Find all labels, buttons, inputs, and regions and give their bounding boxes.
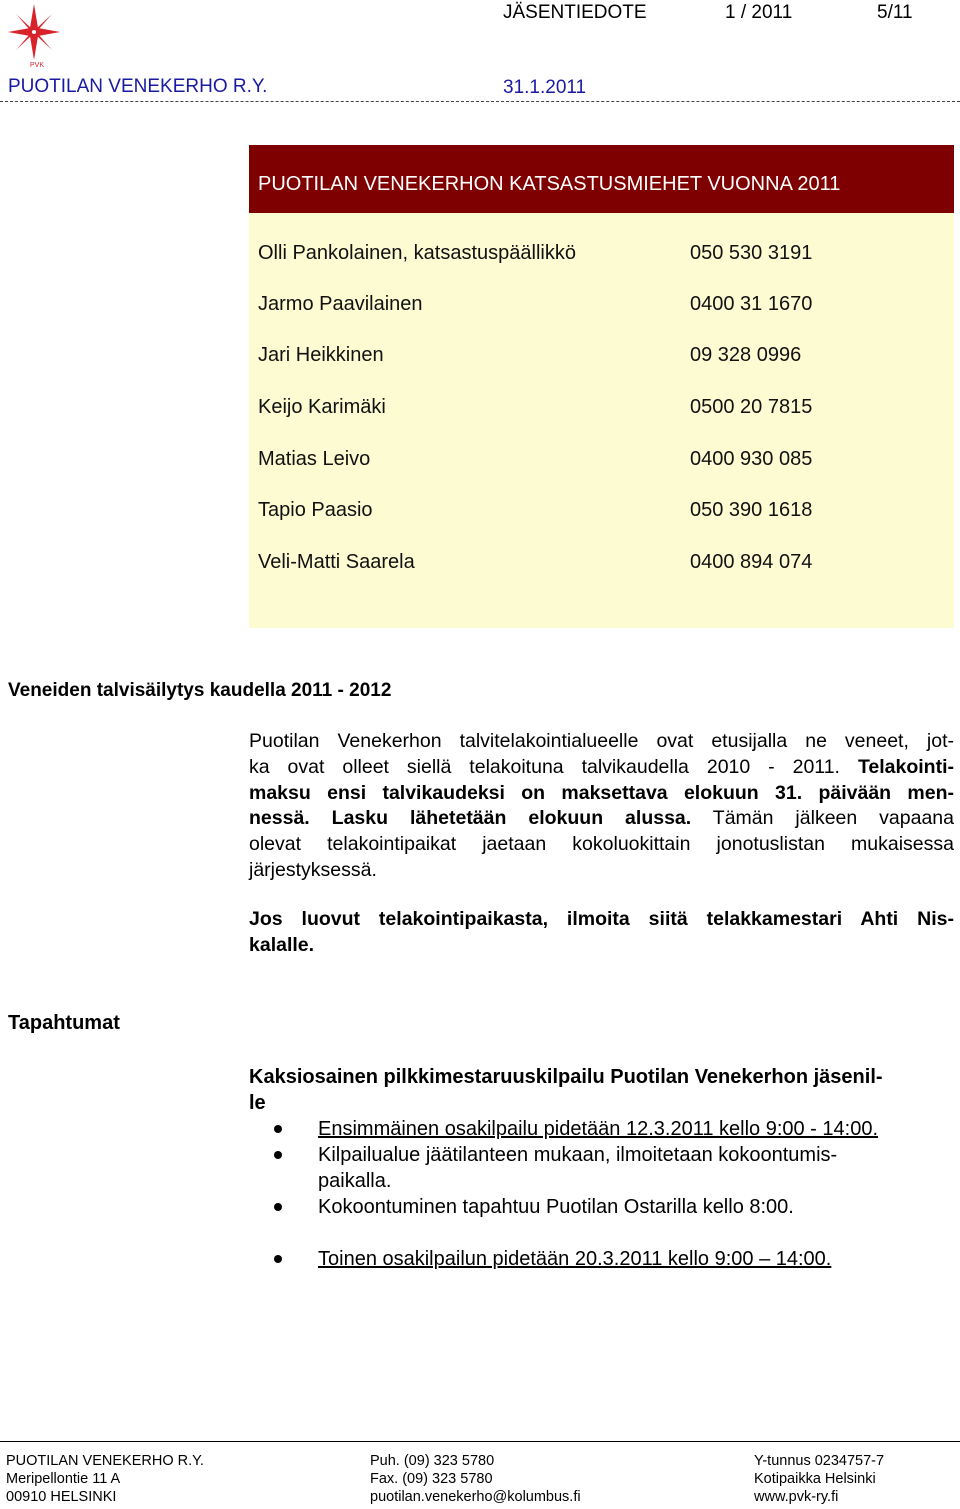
inspectors-banner (249, 145, 954, 213)
inspector-row (249, 551, 954, 581)
inspector-phone: 050 530 3191 (690, 242, 813, 264)
issue-number: 1 / 2011 (725, 2, 793, 23)
inspector-row (249, 293, 954, 323)
bullet-dot-icon (274, 1203, 282, 1211)
footer-domicile: Kotipaikka Helsinki (754, 1471, 876, 1487)
inspector-phone: 0400 31 1670 (690, 293, 813, 315)
inspector-row (249, 396, 954, 426)
inspector-row (249, 499, 954, 529)
inspectors-box (249, 145, 954, 628)
events-heading: Tapahtumat (8, 1012, 120, 1034)
header-divider (0, 101, 960, 102)
storage-notice (249, 907, 954, 959)
svg-text:PVK: PVK (30, 62, 45, 68)
paragraph-line: nessä. Lasku lähetetään elokuun alussa. Tämän jälkeen vapaana (249, 807, 954, 830)
footer-website[interactable]: www.pvk-ry.fi (754, 1489, 839, 1505)
paragraph-line: kalalle. (249, 933, 315, 956)
inspector-row (249, 448, 954, 478)
paragraph-line: Jos luovut telakointipaikasta, ilmoita siitä telakkamestari Ahti Nis- (249, 908, 954, 930)
bullet-dot-icon (274, 1255, 282, 1263)
paragraph-line: maksu ensi talvikaudeksi on maksettava elokuun 31. päivään men- (249, 781, 954, 804)
footer-city: 00910 HELSINKI (6, 1489, 117, 1505)
paragraph-line: olevat telakointipaikat jaetaan kokoluokittain jonotuslistan mukaisessa (249, 833, 954, 856)
newsletter-title: JÄSENTIEDOTE (503, 2, 647, 23)
paragraph-line: Puotilan Venekerhon talvitelakointialueelle ovat etusijalla ne veneet, jot- (249, 730, 954, 752)
competition-title: Kaksiosainen pilkkimestaruuskilpailu Puotilan Venekerhon jäsenil- le (249, 1066, 883, 1114)
inspector-row (249, 242, 954, 272)
event-text: paikalla. (318, 1170, 392, 1192)
storage-heading: Veneiden talvisäilytys kaudella 2011 - 2012 (8, 680, 392, 701)
footer-business-id: Y-tunnus 0234757-7 (754, 1453, 885, 1469)
bullet-dot-icon (274, 1125, 282, 1133)
page-number: 5/11 (877, 2, 913, 23)
event-text: Kilpailualue jäätilanteen mukaan, ilmoitetaan kokoontumis- (318, 1144, 838, 1166)
inspector-phone: 0500 20 7815 (690, 396, 813, 418)
footer-street: Meripellontie 11 A (6, 1471, 121, 1487)
inspector-row (249, 344, 954, 374)
footer-phone: Puh. (09) 323 5780 (370, 1453, 495, 1469)
inspector-name: Keijo Karimäki (258, 396, 386, 418)
bullet-dot-icon (274, 1151, 282, 1159)
club-logo-icon (6, 2, 62, 68)
inspector-phone: 0400 894 074 (690, 551, 813, 573)
inspector-phone: 09 328 0996 (690, 344, 802, 366)
inspector-name: Matias Leivo (258, 448, 371, 470)
inspector-phone: 0400 930 085 (690, 448, 813, 470)
event-text: Kokoontuminen tapahtuu Puotilan Ostarilla kello 8:00. (318, 1196, 794, 1218)
inspector-phone: 050 390 1618 (690, 499, 813, 521)
inspector-name: Tapio Paasio (258, 499, 373, 521)
event-text: Ensimmäinen osakilpailu pidetään 12.3.2011 kello 9:00 - 14:00. (318, 1118, 878, 1140)
footer-org: PUOTILAN VENEKERHO R.Y. (6, 1453, 204, 1469)
inspector-name: Jari Heikkinen (258, 344, 384, 366)
inspector-name: Jarmo Paavilainen (258, 293, 423, 315)
paragraph-line: järjestyksessä. (249, 858, 377, 881)
paragraph-line: ka ovat olleet siellä telakoituna talvikaudella 2010 - 2011. Telakointi- (249, 755, 954, 778)
issue-date: 31.1.2011 (503, 77, 587, 98)
inspectors-title: PUOTILAN VENEKERHON KATSASTUSMIEHET VUONNA 2011 (258, 173, 841, 195)
footer-divider (0, 1441, 960, 1442)
footer-email[interactable]: puotilan.venekerho@kolumbus.fi (370, 1489, 581, 1505)
footer-fax: Fax. (09) 323 5780 (370, 1471, 493, 1487)
inspector-name: Veli-Matti Saarela (258, 551, 415, 573)
storage-paragraph (249, 729, 954, 884)
organization-name: PUOTILAN VENEKERHO R.Y. (8, 76, 268, 97)
event-text: Toinen osakilpailun pidetään 20.3.2011 kello 9:00 – 14:00. (318, 1248, 832, 1270)
inspector-name: Olli Pankolainen, katsastuspäällikkö (258, 242, 576, 264)
